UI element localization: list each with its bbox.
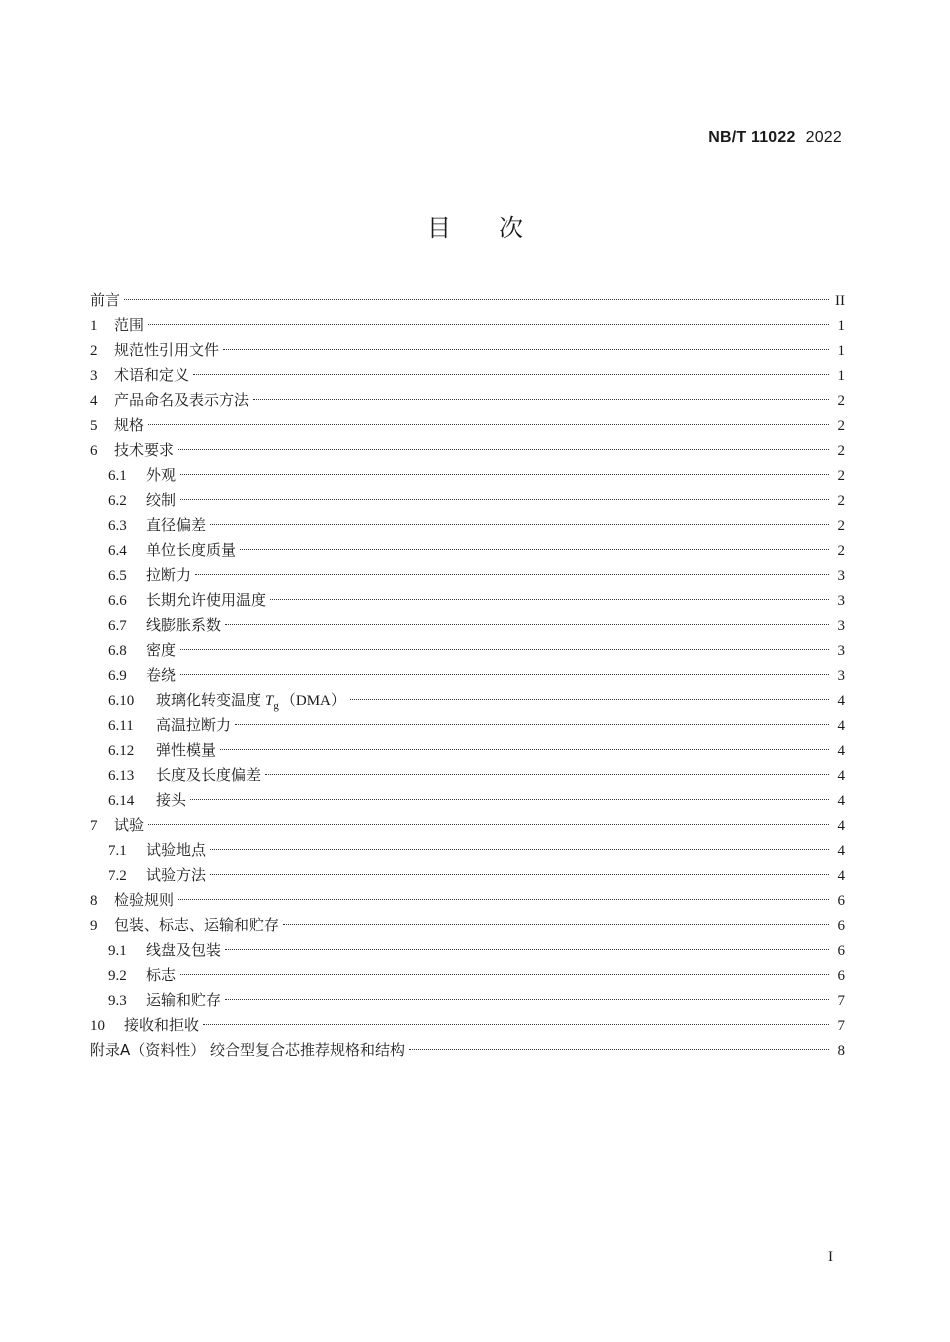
toc-entry[interactable] — [90, 313, 845, 338]
toc-entry-title-text: 包装、标志、运输和贮存 — [114, 916, 280, 934]
standard-year: 2022 — [805, 129, 842, 146]
toc-entry-title — [90, 1038, 405, 1063]
toc-entry-number: 1 — [90, 318, 98, 334]
toc-entry-page: 4 — [837, 718, 845, 734]
toc-entry-page: 3 — [837, 593, 845, 609]
toc-dot-leader — [210, 874, 829, 875]
toc-entry-title-text: 试验方法 — [146, 866, 207, 884]
toc-entry-number: 6.10 — [108, 693, 135, 709]
toc-dot-leader — [240, 549, 829, 550]
toc-entry-title-text: 试验地点 — [146, 841, 207, 859]
toc-entry-title — [146, 638, 176, 663]
toc-entry-title — [146, 838, 206, 863]
toc-entry-title — [124, 1013, 199, 1038]
toc-entry[interactable] — [90, 938, 845, 963]
toc-entry-page: II — [835, 293, 845, 309]
toc-entry-title — [114, 313, 144, 338]
toc-entry-page: 6 — [837, 918, 845, 934]
toc-entry-title-text: 前言 — [90, 291, 121, 309]
toc-entry-title-text: 接头 — [156, 791, 187, 809]
toc-entry-number: 3 — [90, 368, 98, 384]
toc-dot-leader — [190, 799, 829, 800]
toc-entry[interactable] — [90, 413, 845, 438]
toc-entry-page: 6 — [837, 893, 845, 909]
toc-entry-page: 4 — [837, 768, 845, 784]
toc-entry-symbol: T — [265, 693, 274, 709]
toc-entry-title-text: 附录A（资料性） 绞合型复合芯推荐规格和结构 — [90, 1041, 406, 1059]
toc-entry-title-text: 产品命名及表示方法 — [114, 391, 250, 409]
toc-dot-leader — [283, 924, 829, 925]
toc-entry-number: 6.5 — [108, 568, 127, 584]
toc-entry-title — [114, 913, 279, 938]
page-title-char-1: 目 — [427, 214, 451, 242]
toc-entry-title — [146, 863, 206, 888]
toc-entry[interactable] — [90, 538, 845, 563]
toc-entry-number: 7 — [90, 818, 98, 834]
toc-entry-number: 9 — [90, 918, 98, 934]
toc-dot-leader — [210, 849, 829, 850]
toc-dot-leader — [270, 599, 829, 600]
toc-entry-page: 4 — [837, 693, 845, 709]
toc-dot-leader — [193, 374, 829, 375]
toc-dot-leader — [350, 699, 829, 700]
toc-entry-title-text: 密度 — [146, 641, 177, 659]
toc-dot-leader — [409, 1049, 829, 1050]
toc-dot-leader — [253, 399, 829, 400]
toc-entry-title — [114, 438, 174, 463]
toc-entry-number: 6.7 — [108, 618, 127, 634]
toc-entry-title-text: 线盘及包装 — [146, 941, 222, 959]
toc-dot-leader — [124, 299, 829, 300]
toc-entry-title-text: 拉断力 — [146, 566, 192, 584]
toc-entry-title — [146, 588, 266, 613]
toc-entry-title — [146, 663, 176, 688]
toc-entry[interactable] — [90, 613, 845, 638]
toc-entry-title — [156, 738, 216, 763]
toc-entry[interactable] — [90, 963, 845, 988]
toc-entry-page: 7 — [837, 1018, 845, 1034]
toc-entry[interactable] — [90, 388, 845, 413]
toc-dot-leader — [203, 1024, 829, 1025]
toc-entry-title-suffix: （DMA） — [280, 693, 346, 709]
toc-entry[interactable] — [90, 513, 845, 538]
toc-dot-leader — [148, 824, 829, 825]
toc-entry-title-text: 规范性引用文件 — [114, 341, 220, 359]
toc-dot-leader — [235, 724, 829, 725]
toc-entry[interactable] — [90, 713, 845, 738]
toc-dot-leader — [225, 949, 829, 950]
toc-entry-number: 7.2 — [108, 868, 127, 884]
toc-entry[interactable] — [90, 563, 845, 588]
toc-entry-title — [156, 788, 186, 813]
toc-entry-page: 2 — [837, 518, 845, 534]
toc-entry-number: 8 — [90, 893, 98, 909]
toc-entry-number: 6.3 — [108, 518, 127, 534]
toc-entry-page: 2 — [837, 393, 845, 409]
toc-entry-title — [114, 888, 174, 913]
toc-entry-number: 6.13 — [108, 768, 135, 784]
toc-entry-page: 4 — [837, 818, 845, 834]
toc-dot-leader — [180, 649, 829, 650]
toc-entry-title — [146, 463, 176, 488]
toc-entry-title-text: 范围 — [114, 316, 145, 334]
toc-entry[interactable] — [90, 288, 845, 313]
toc-entry-number: 6.12 — [108, 743, 135, 759]
toc-entry-number: 6 — [90, 443, 98, 459]
toc-entry-title-text: 直径偏差 — [146, 516, 207, 534]
toc-entry-page: 7 — [837, 993, 845, 1009]
toc-entry-title — [114, 363, 189, 388]
toc-dot-leader — [180, 974, 829, 975]
toc-dot-leader — [178, 449, 829, 450]
toc-entry-page: 6 — [837, 968, 845, 984]
toc-entry-title — [146, 938, 221, 963]
toc-entry-title — [146, 563, 191, 588]
toc-entry-page: 4 — [837, 743, 845, 759]
toc-entry[interactable] — [90, 338, 845, 363]
toc-entry-number: 10 — [90, 1018, 105, 1034]
toc-entry-title — [146, 538, 236, 563]
toc-entry-symbol-subscript: g — [273, 700, 279, 712]
toc-entry[interactable] — [90, 1013, 845, 1038]
toc-dot-leader — [178, 899, 829, 900]
toc-entry[interactable] — [90, 738, 845, 763]
toc-dot-leader — [180, 674, 829, 675]
toc-entry-page: 3 — [837, 618, 845, 634]
toc-entry-number: 6.8 — [108, 643, 127, 659]
toc-entry-title — [114, 388, 249, 413]
toc-entry-title-text: 线膨胀系数 — [146, 616, 222, 634]
toc-entry-title — [114, 338, 219, 363]
toc-entry-title — [146, 963, 176, 988]
toc-entry-title-text: 运输和贮存 — [146, 991, 222, 1009]
toc-entry-title-text: 技术要求 — [114, 441, 175, 459]
toc-entry-page: 8 — [837, 1043, 845, 1059]
page-title — [0, 208, 950, 243]
toc-entry[interactable] — [90, 838, 845, 863]
toc-entry-page: 2 — [837, 543, 845, 559]
toc-entry-title — [90, 288, 120, 313]
toc-entry[interactable] — [90, 888, 845, 913]
toc-entry-page: 2 — [837, 443, 845, 459]
toc-entry[interactable] — [90, 438, 845, 463]
toc-entry[interactable] — [90, 463, 845, 488]
toc-entry-page: 4 — [837, 793, 845, 809]
toc-entry-title-text: 接收和拒收 — [124, 1016, 200, 1034]
toc-entry-number: 6.9 — [108, 668, 127, 684]
toc-dot-leader — [265, 774, 829, 775]
toc-dot-leader — [195, 574, 829, 575]
toc-entry[interactable] — [90, 588, 845, 613]
toc-entry-number: 6.6 — [108, 593, 127, 609]
toc-entry-page: 2 — [837, 468, 845, 484]
toc-entry[interactable] — [90, 913, 845, 938]
toc-dot-leader — [180, 474, 829, 475]
toc-entry-number: 9.2 — [108, 968, 127, 984]
toc-entry[interactable] — [90, 863, 845, 888]
toc-dot-leader — [223, 349, 829, 350]
toc-entry-number: 4 — [90, 393, 98, 409]
standard-code — [708, 129, 842, 147]
toc-entry-number: 6.11 — [108, 718, 134, 734]
toc-entry-title-text: 标志 — [146, 966, 177, 984]
toc-entry-title-text: 长度及长度偏差 — [156, 766, 262, 784]
toc-entry-number: 2 — [90, 343, 98, 359]
toc-entry-title — [146, 613, 221, 638]
toc-entry-number: 7.1 — [108, 843, 127, 859]
toc-entry-title — [156, 713, 231, 738]
toc-entry-number: 6.2 — [108, 493, 127, 509]
toc-entry-number: 6.14 — [108, 793, 135, 809]
toc-dot-leader — [148, 324, 829, 325]
toc-entry-title-text: 单位长度质量 — [146, 541, 237, 559]
toc-entry-page: 1 — [837, 343, 845, 359]
toc-entry-title-text: 玻璃化转变温度 — [156, 691, 262, 709]
toc-entry-title — [146, 513, 206, 538]
toc-entry[interactable] — [90, 363, 845, 388]
page-number: I — [828, 1249, 833, 1265]
toc-entry[interactable] — [90, 663, 845, 688]
toc-entry-page: 2 — [837, 418, 845, 434]
toc-entry-number: 6.4 — [108, 543, 127, 559]
toc-entry[interactable] — [90, 688, 845, 713]
toc-entry-number: 6.1 — [108, 468, 127, 484]
toc-entry-page: 2 — [837, 493, 845, 509]
toc-entry-title — [114, 813, 144, 838]
toc-dot-leader — [220, 749, 829, 750]
toc-entry-title-text: 卷绕 — [146, 666, 177, 684]
table-of-contents — [90, 288, 845, 1063]
toc-entry-title-text: 术语和定义 — [114, 366, 190, 384]
toc-entry-title — [156, 763, 261, 788]
toc-entry-page: 1 — [837, 318, 845, 334]
toc-dot-leader — [225, 999, 829, 1000]
toc-entry-page: 1 — [837, 368, 845, 384]
toc-entry[interactable] — [90, 988, 845, 1013]
standard-number: NB/T 11022 — [708, 129, 796, 146]
toc-entry-number: 9.3 — [108, 993, 127, 1009]
toc-dot-leader — [210, 524, 829, 525]
toc-entry[interactable] — [90, 813, 845, 838]
toc-entry-title-text: 高温拉断力 — [156, 716, 232, 734]
toc-entry-title — [114, 413, 144, 438]
toc-entry[interactable] — [90, 488, 845, 513]
toc-entry-number: 9.1 — [108, 943, 127, 959]
toc-entry-title-text: 外观 — [146, 466, 177, 484]
toc-entry-page: 4 — [837, 868, 845, 884]
toc-entry-title — [146, 988, 221, 1013]
toc-entry-page: 3 — [837, 568, 845, 584]
toc-entry-number: 5 — [90, 418, 98, 434]
toc-dot-leader — [180, 499, 829, 500]
toc-entry-title-text: 试验 — [114, 816, 145, 834]
toc-entry-page: 3 — [837, 643, 845, 659]
toc-entry-title-text: 绞制 — [146, 491, 177, 509]
toc-entry-title-text: 长期允许使用温度 — [146, 591, 267, 609]
toc-entry[interactable] — [90, 638, 845, 663]
toc-entry-page: 4 — [837, 843, 845, 859]
toc-entry[interactable] — [90, 788, 845, 813]
toc-entry-page: 6 — [837, 943, 845, 959]
toc-entry-title-text: 规格 — [114, 416, 145, 434]
toc-entry-page: 3 — [837, 668, 845, 684]
toc-dot-leader — [225, 624, 829, 625]
toc-entry-title-text: 弹性模量 — [156, 741, 217, 759]
toc-entry-title-text: 检验规则 — [114, 891, 175, 909]
toc-entry-title — [146, 488, 176, 513]
toc-entry[interactable] — [90, 1038, 845, 1063]
toc-entry[interactable] — [90, 763, 845, 788]
toc-dot-leader — [148, 424, 829, 425]
page-title-char-2: 次 — [499, 214, 523, 242]
